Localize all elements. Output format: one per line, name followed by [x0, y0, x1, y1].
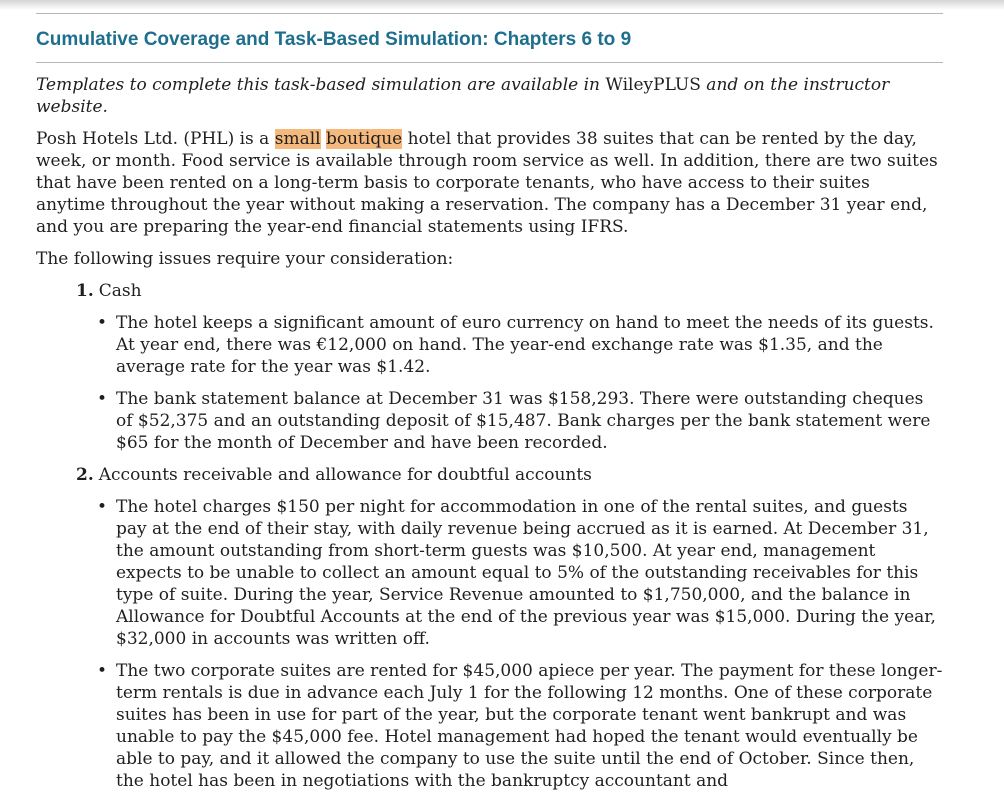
wileyplus-link[interactable]: WileyPLUS: [605, 75, 701, 95]
receivables-bullet-list: [36, 496, 943, 792]
section-receivables-heading: [36, 464, 943, 486]
desc-text-1: Posh Hotels Ltd. (PHL) is a: [36, 129, 275, 149]
company-description: [36, 128, 943, 238]
intro-note: [36, 74, 943, 118]
heading-divider: [36, 62, 943, 63]
section-title: Cash: [98, 281, 142, 301]
highlight-boutique[interactable]: boutique: [325, 129, 403, 149]
section-heading: Cumulative Coverage and Task-Based Simulation: Chapters 6 to 9: [36, 29, 632, 50]
intro-text-1: Templates to complete this task-based simulation are available in: [36, 75, 606, 95]
list-item-text: The two corporate suites are rented for $45,000 apiece per year. The payment for these longer-term rentals is due in advance each July 1 for the following 12 months. One of these corporate suites has been in use for part of the year, but the corporate tenant went bankrupt and was unable to pay the $45,000 fee. Hotel management had hoped the tenant would eventually be able to pay, and it allowed the company to use the suite until the end of October. Since then, the hotel has been in negotiations with the bankruptcy accountant and: [116, 661, 943, 791]
list-item: [97, 312, 943, 378]
intro-text-2: and on the instructor website.: [36, 75, 890, 117]
desc-text-2: hotel that provides 38 suites that can be rented by the day, week, or month. Food service is available through room service as well. In addition, there are two suites that have been rented on a long-term basis to corporate tenants, who have access to their suites anytime throughout the year without making a reservation. The company has a December 31 year end, and you are preparing the year-end financial statements using IFRS.: [36, 129, 938, 237]
highlight-small[interactable]: small: [274, 129, 321, 149]
section-cash-heading: [36, 280, 943, 302]
section-title: Accounts receivable and allowance for doubtful accounts: [98, 465, 592, 485]
issues-intro: The following issues require your consideration:: [36, 249, 454, 269]
bullet-icon: •: [97, 389, 108, 409]
cash-bullet-list: [36, 312, 943, 454]
top-shadow: [0, 0, 1004, 10]
section-number: 1.: [76, 281, 94, 301]
section-number: 2.: [76, 465, 94, 485]
list-item: [97, 496, 943, 650]
top-divider: [36, 13, 943, 14]
list-item-text: The hotel charges $150 per night for accommodation in one of the rental suites, and guests pay at the end of their stay, with daily revenue being accrued as it is earned. At December 31, the amount outstanding from short-term guests was $10,500. At year end, management expects to be unable to collect an amount equal to 5% of the outstanding receivables for this type of suite. During the year, Service Revenue amounted to $1,750,000, and the balance in Allowance for Doubtful Accounts at the end of the previous year was $15,000. During the year, $32,000 in accounts was written off.: [116, 497, 936, 649]
bullet-icon: •: [97, 661, 108, 681]
document-body: [36, 74, 943, 792]
list-item-text: The hotel keeps a significant amount of euro currency on hand to meet the needs of its guests. At year end, there was €12,000 on hand. The year-end exchange rate was $1.35, and the average rate for the year was $1.42.: [116, 313, 934, 377]
list-item-text: The bank statement balance at December 31 was $158,293. There were outstanding cheques of $52,375 and an outstanding deposit of $15,487. Bank charges per the bank statement were $65 for the month of December and have been recorded.: [116, 389, 931, 453]
bullet-icon: •: [97, 497, 108, 517]
list-item: [97, 660, 943, 792]
list-item: [97, 388, 943, 454]
bullet-icon: •: [97, 313, 108, 333]
